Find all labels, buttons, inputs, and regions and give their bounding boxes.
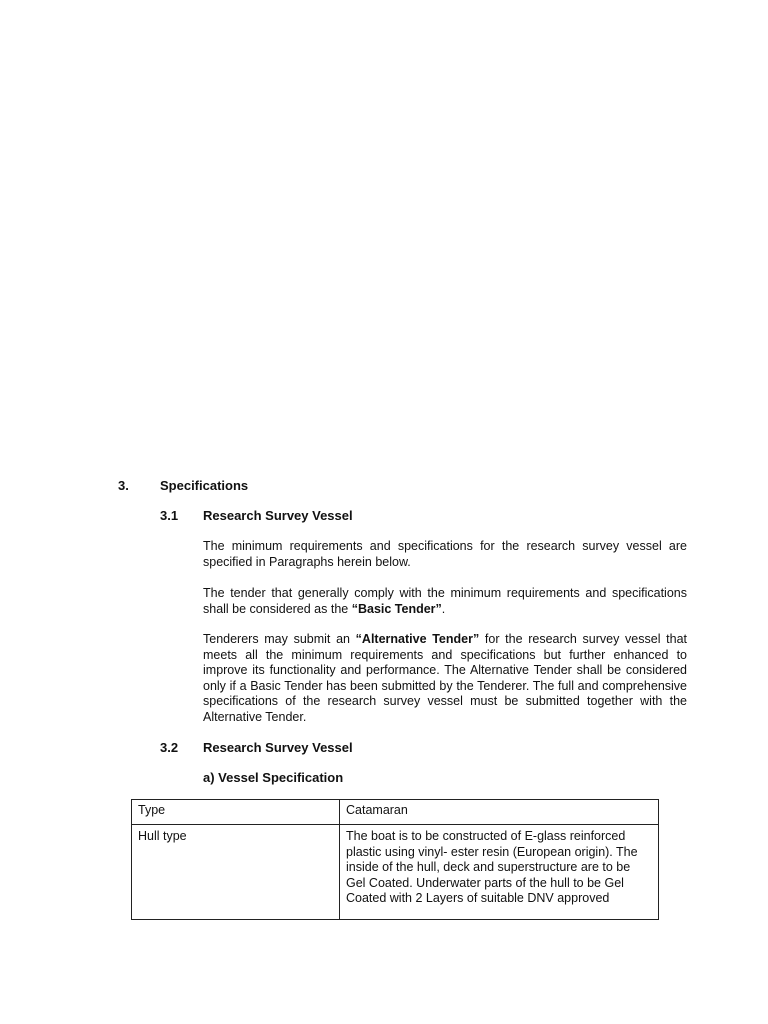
vessel-spec-table	[131, 799, 659, 920]
paragraph-minimum-requirements: The minimum requirements and specifications for the research survey vessel are specified in Paragraphs herein below.	[203, 539, 687, 569]
table-cell-label: Hull type	[132, 825, 340, 920]
alt-tender-term: “Alternative Tender”	[355, 632, 480, 646]
basic-tender-text: The tender that generally comply with the minimum requirements and specifications shall be considered as the	[203, 586, 687, 616]
basic-tender-term: “Basic Tender”	[351, 601, 442, 616]
basic-tender-end: .	[441, 601, 446, 616]
subsection-3-2-number: 3.2	[160, 740, 179, 755]
subsection-3-1-number: 3.1	[160, 508, 179, 523]
alt-tender-rest: for the research survey vessel that meets all the minimum requirements and specifications but further enhanced to improve its functionality and performance. The Alternative Tender shall be considered only if a Basic Tender has been submitted by the Tenderer. The full and comprehensive specifications of the research survey vessel must be submitted together with the Alternative Tender.	[203, 632, 688, 724]
alt-tender-start: Tenderers may submit an	[203, 632, 356, 646]
paragraph-basic-tender	[203, 586, 687, 617]
section-number: 3.	[118, 478, 129, 493]
table-cell-value: Catamaran	[340, 800, 659, 825]
paragraph-alternative-tender	[203, 632, 687, 725]
table-row	[132, 800, 659, 825]
table-row	[132, 825, 659, 920]
table-cell-label: Type	[132, 800, 340, 825]
table-cell-value: The boat is to be constructed of E-glass reinforced plastic using vinyl- ester resin (European origin). The inside of the hull, deck and superstructure are to be Gel Coated. Underwater parts of the hull to be Gel Coated with 2 Layers of suitable DNV approved	[340, 825, 659, 920]
vessel-specification-heading: a) Vessel Specification	[203, 770, 344, 785]
section-title: Specifications	[160, 478, 249, 493]
subsection-3-2-title: Research Survey Vessel	[203, 740, 353, 755]
subsection-3-1-title: Research Survey Vessel	[203, 508, 353, 523]
